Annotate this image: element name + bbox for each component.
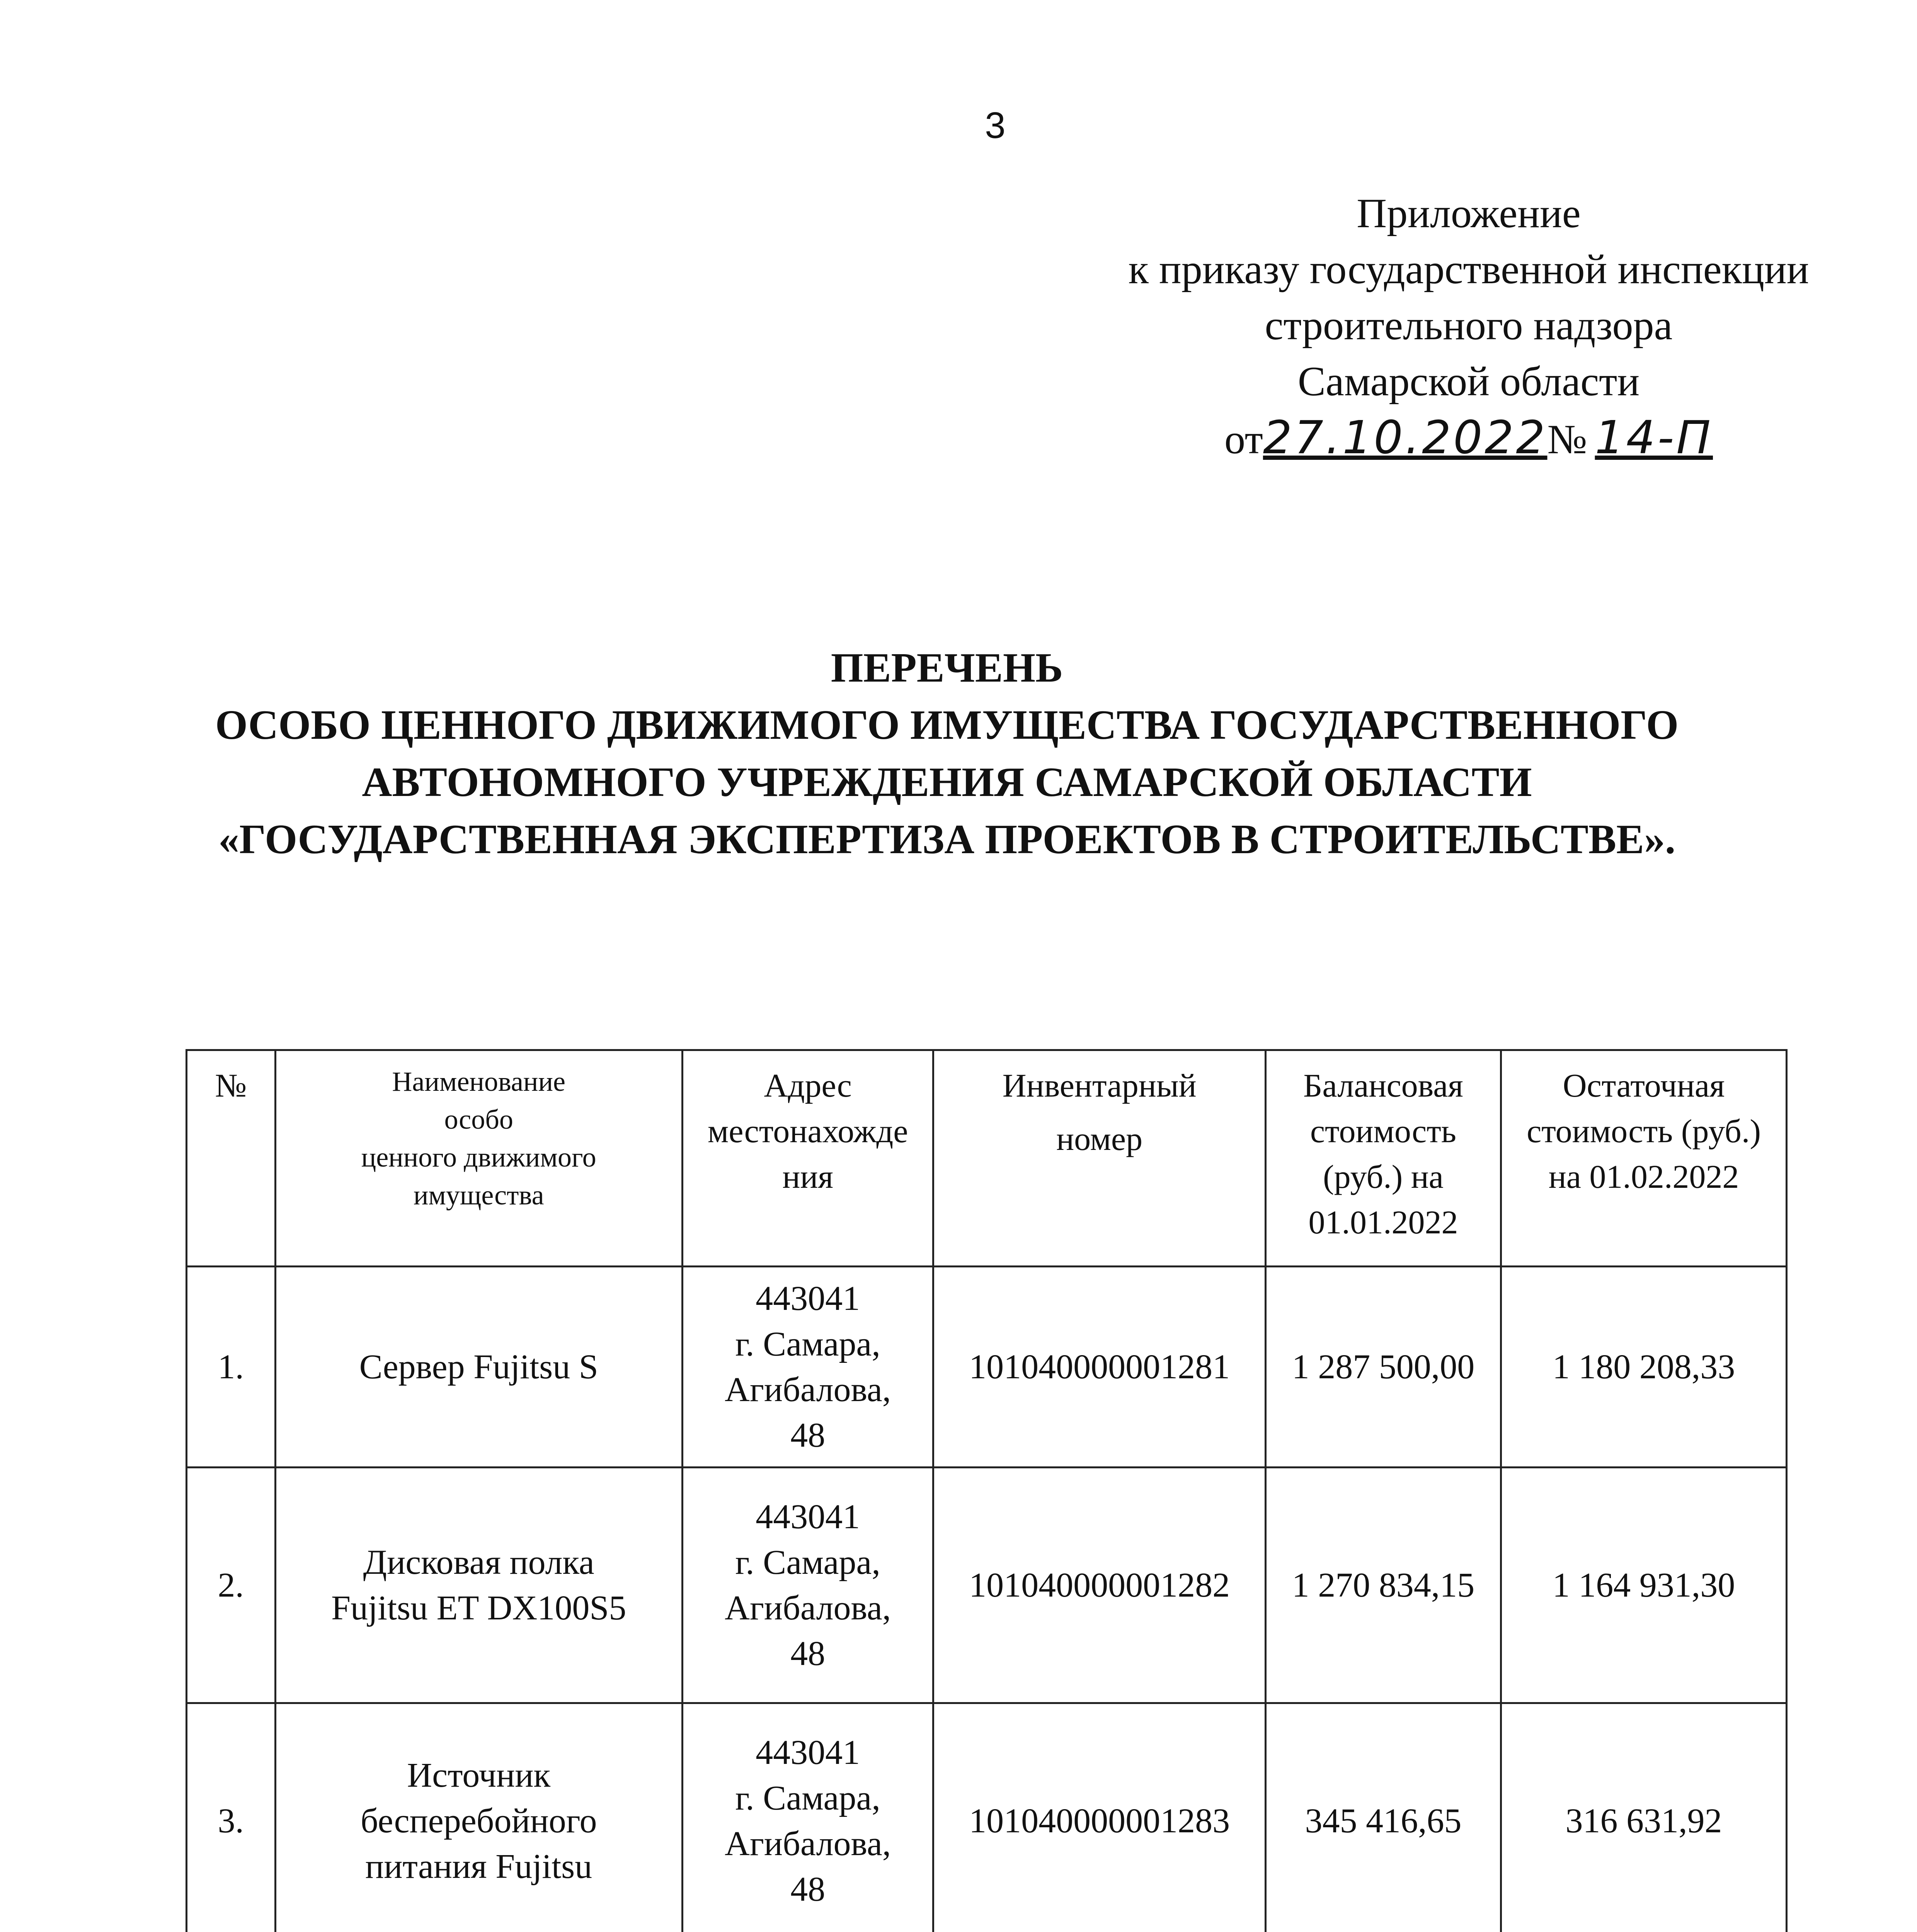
header-name (275, 1050, 682, 1267)
name-line: бесперебойного (360, 1801, 597, 1840)
date-prefix: от (1224, 417, 1263, 463)
header-row (187, 1050, 1787, 1267)
header-line: Инвентарный (1002, 1067, 1197, 1104)
header-line: (руб.) на (1323, 1158, 1444, 1195)
appendix-line: к приказу государственной инспекции (1128, 247, 1809, 293)
number-prefix: № (1547, 417, 1587, 463)
cell-address (682, 1468, 933, 1703)
cell-num: 2. (187, 1468, 276, 1703)
header-line: особо (444, 1104, 513, 1135)
cell-address (682, 1703, 933, 1932)
address-line: г. Самара, (735, 1779, 880, 1817)
address-line: Агибалова, (725, 1370, 891, 1409)
address-line: 443041 (756, 1279, 860, 1318)
name-line: Дисковая полка (363, 1543, 594, 1582)
cell-inventory: 101040000001282 (933, 1468, 1265, 1703)
cell-inventory: 101040000001281 (933, 1267, 1265, 1468)
cell-inventory: 101040000001283 (933, 1703, 1265, 1932)
header-num: № (187, 1050, 276, 1267)
address-line: 443041 (756, 1733, 860, 1772)
table-row (187, 1267, 1787, 1468)
address-line: 48 (790, 1634, 826, 1673)
header-line: ценного движимого (361, 1142, 596, 1173)
title-line: «ГОСУДАРСТВЕННАЯ ЭКСПЕРТИЗА ПРОЕКТОВ В СТРОИТЕЛЬСТВЕ». (218, 816, 1675, 862)
title-line: ОСОБО ЦЕННОГО ДВИЖИМОГО ИМУЩЕСТВА ГОСУДАРСТВЕННОГО (215, 702, 1679, 748)
title-line: АВТОНОМНОГО УЧРЕЖДЕНИЯ САМАРСКОЙ ОБЛАСТИ (362, 759, 1532, 805)
address-line: 443041 (756, 1497, 860, 1536)
cell-address (682, 1267, 933, 1468)
header-address (682, 1050, 933, 1267)
table-row (187, 1703, 1787, 1932)
cell-name (275, 1468, 682, 1703)
cell-num: 1. (187, 1267, 276, 1468)
appendix-title: Приложение (1357, 190, 1581, 236)
cell-balance: 345 416,65 (1265, 1703, 1501, 1932)
name-line: Сервер Fujitsu S (359, 1347, 598, 1386)
header-line: Наименование (392, 1066, 565, 1097)
address-line: 48 (790, 1416, 826, 1454)
cell-balance: 1 287 500,00 (1265, 1267, 1501, 1468)
header-inventory (933, 1050, 1265, 1267)
appendix-block (1005, 185, 1917, 468)
cell-num: 3. (187, 1703, 276, 1932)
header-balance (1265, 1050, 1501, 1267)
appendix-line: Самарской области (1297, 359, 1640, 405)
cell-name (275, 1703, 682, 1932)
name-line: питания Fujitsu (365, 1847, 592, 1886)
order-number: 14-П (1595, 411, 1713, 464)
document-title (116, 639, 1778, 868)
page-number: 3 (985, 105, 1006, 146)
address-line: Агибалова, (725, 1588, 891, 1627)
cell-name (275, 1267, 682, 1468)
header-line: стоимость (1310, 1112, 1457, 1150)
order-date-line (1005, 410, 1917, 468)
name-line: Источник (407, 1756, 551, 1794)
order-date: 27.10.2022 (1263, 411, 1548, 464)
header-line: Остаточная (1563, 1067, 1725, 1104)
address-line: г. Самара, (735, 1543, 880, 1582)
header-line: ния (782, 1158, 833, 1195)
property-table (186, 1049, 1788, 1932)
address-line: г. Самара, (735, 1325, 880, 1363)
table-row (187, 1468, 1787, 1703)
cell-residual: 316 631,92 (1501, 1703, 1787, 1932)
appendix-line: строительного надзора (1265, 303, 1673, 349)
header-residual (1501, 1050, 1787, 1267)
title-line: ПЕРЕЧЕНЬ (831, 645, 1063, 691)
header-line: 01.01.2022 (1308, 1204, 1458, 1241)
header-line: Адрес (764, 1067, 852, 1104)
header-line: Балансовая (1303, 1067, 1463, 1104)
cell-residual: 1 180 208,33 (1501, 1267, 1787, 1468)
header-line: на 01.02.2022 (1548, 1158, 1739, 1195)
address-line: Агибалова, (725, 1824, 891, 1863)
header-line: номер (1056, 1120, 1143, 1157)
address-line: 48 (790, 1870, 826, 1908)
cell-residual: 1 164 931,30 (1501, 1468, 1787, 1703)
cell-balance: 1 270 834,15 (1265, 1468, 1501, 1703)
header-line: стоимость (руб.) (1527, 1112, 1761, 1150)
header-line: имущества (413, 1180, 544, 1211)
name-line: Fujitsu ET DX100S5 (331, 1588, 627, 1627)
header-line: местонахожде (707, 1112, 908, 1150)
